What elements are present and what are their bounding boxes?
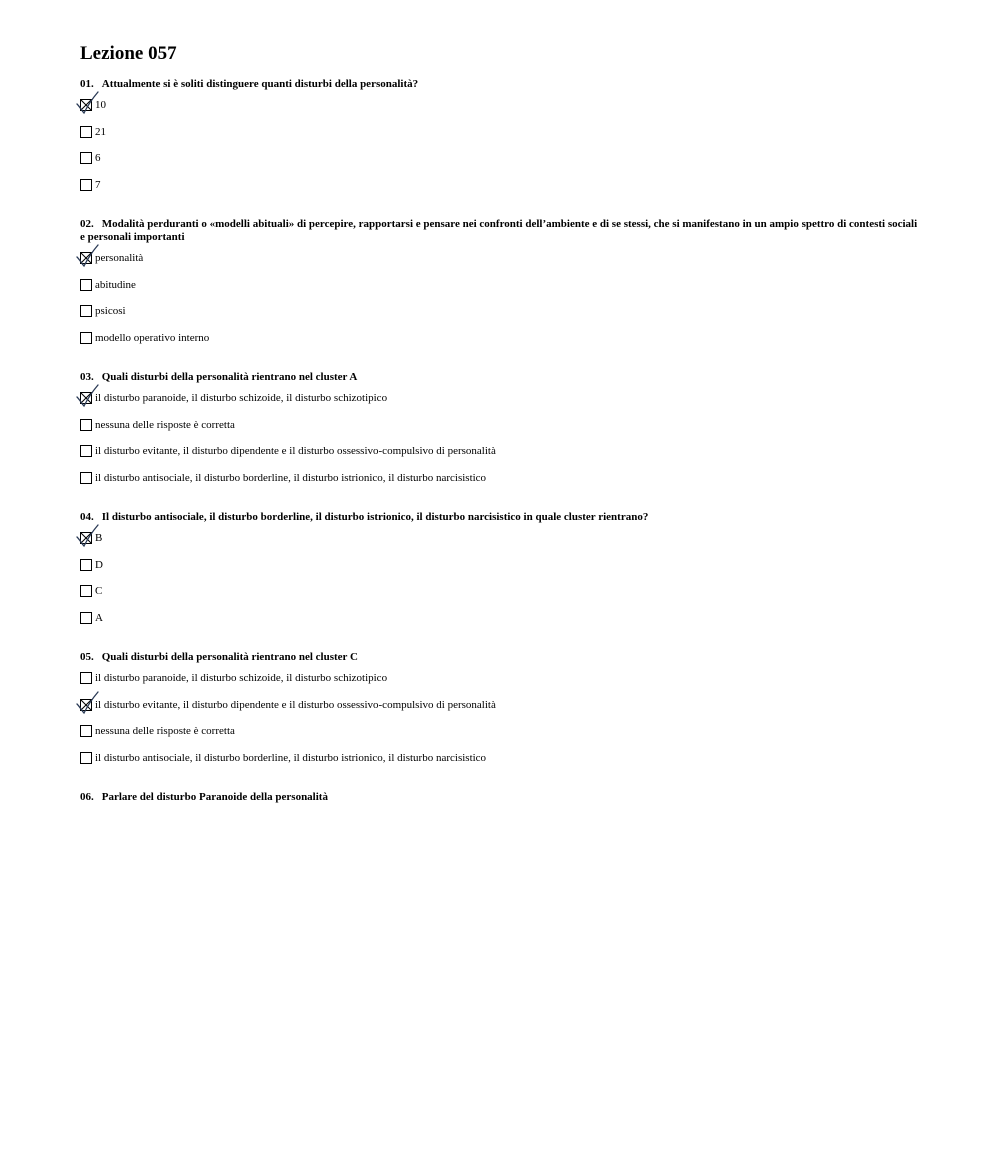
answer-option[interactable] — [80, 611, 920, 638]
answer-label: psicosi — [95, 305, 126, 317]
handwritten-check-icon — [75, 690, 101, 716]
question-text — [80, 651, 920, 664]
answer-label: A — [95, 611, 103, 624]
question-text — [80, 78, 920, 91]
answer-option[interactable] — [80, 151, 920, 178]
answer-option[interactable] — [80, 251, 920, 278]
checkbox[interactable] — [80, 672, 92, 684]
question-1 — [80, 78, 920, 204]
question-text — [80, 371, 920, 384]
handwritten-check-icon — [75, 90, 101, 116]
checked-checkbox[interactable] — [80, 699, 92, 711]
answer-label: 21 — [95, 125, 106, 138]
checkbox[interactable] — [80, 445, 92, 457]
question-prompt: Quali disturbi della personalità rientrano nel cluster C — [101, 651, 358, 663]
answer-option[interactable] — [80, 444, 920, 471]
question-number: 01. — [80, 78, 94, 90]
question-prompt: Attualmente si è soliti distinguere quanti disturbi della personalità? — [101, 78, 419, 90]
answer-option[interactable] — [80, 584, 920, 611]
answer-label: il disturbo evitante, il disturbo dipendente e il disturbo ossessivo-compulsivo di personalità — [95, 445, 496, 457]
question-text — [80, 791, 920, 804]
answer-option[interactable] — [80, 751, 920, 778]
answer-label: B — [95, 532, 103, 544]
question-number: 06. — [80, 791, 94, 803]
answer-label: nessuna delle risposte è corretta — [95, 725, 235, 737]
checkbox[interactable] — [80, 752, 92, 764]
answer-option[interactable] — [80, 698, 920, 725]
checked-checkbox[interactable] — [80, 99, 92, 111]
answer-option[interactable] — [80, 531, 920, 558]
question-list — [80, 78, 920, 804]
answer-option[interactable] — [80, 331, 920, 358]
question-prompt: Modalità perduranti o «modelli abituali» di percepire, rapportarsi e pensare nei confronti dell’ambiente e di se stessi, che si manifestano in un ampio spettro di contesti sociali e personali importanti — [80, 218, 918, 243]
checked-checkbox[interactable] — [80, 392, 92, 404]
question-text — [80, 218, 920, 244]
handwritten-check-icon — [75, 243, 101, 269]
answer-label: C — [95, 585, 103, 597]
checkbox[interactable] — [80, 559, 92, 571]
answer-option[interactable] — [80, 391, 920, 418]
answer-option[interactable] — [80, 724, 920, 751]
question-3 — [80, 371, 920, 497]
quiz-page — [80, 42, 920, 818]
answer-label: il disturbo paranoide, il disturbo schizoide, il disturbo schizotipico — [95, 392, 388, 404]
checkbox[interactable] — [80, 305, 92, 317]
answer-label: il disturbo evitante, il disturbo dipendente e il disturbo ossessivo-compulsivo di personalità — [95, 698, 496, 711]
question-5 — [80, 651, 920, 777]
question-text — [80, 511, 920, 524]
handwritten-check-icon — [75, 383, 101, 409]
checkbox[interactable] — [80, 472, 92, 484]
answer-label: il disturbo antisociale, il disturbo borderline, il disturbo istrionico, il disturbo narcisistico — [95, 751, 487, 764]
answer-option[interactable] — [80, 558, 920, 585]
question-6 — [80, 791, 920, 804]
answer-option[interactable] — [80, 418, 920, 445]
question-number: 02. — [80, 218, 94, 230]
question-2 — [80, 218, 920, 357]
answer-label: personalità — [95, 252, 144, 264]
checkbox[interactable] — [80, 725, 92, 737]
question-4 — [80, 511, 920, 637]
handwritten-check-icon — [75, 523, 101, 549]
answer-label: 7 — [95, 178, 101, 191]
checkbox[interactable] — [80, 612, 92, 624]
checked-checkbox[interactable] — [80, 532, 92, 544]
answer-label: modello operativo interno — [95, 331, 210, 344]
answer-option[interactable] — [80, 98, 920, 125]
answer-option[interactable] — [80, 125, 920, 152]
checkbox[interactable] — [80, 419, 92, 431]
answer-option[interactable] — [80, 471, 920, 498]
question-prompt: Parlare del disturbo Paranoide della personalità — [101, 791, 328, 803]
answer-option[interactable] — [80, 671, 920, 698]
checkbox[interactable] — [80, 332, 92, 344]
checkbox[interactable] — [80, 179, 92, 191]
answer-label: il disturbo paranoide, il disturbo schizoide, il disturbo schizotipico — [95, 672, 388, 684]
question-prompt: Quali disturbi della personalità rientrano nel cluster A — [101, 371, 358, 383]
question-number: 04. — [80, 511, 94, 523]
answer-option[interactable] — [80, 304, 920, 331]
checkbox[interactable] — [80, 126, 92, 138]
answer-label: 6 — [95, 152, 101, 164]
checked-checkbox[interactable] — [80, 252, 92, 264]
answer-label: D — [95, 558, 103, 571]
question-prompt: Il disturbo antisociale, il disturbo borderline, il disturbo istrionico, il disturbo narcisistico in quale cluster rientrano? — [101, 511, 649, 523]
question-number: 03. — [80, 371, 94, 383]
page-title: Lezione 057 — [80, 43, 177, 64]
checkbox[interactable] — [80, 279, 92, 291]
answer-label: 10 — [95, 99, 106, 111]
answer-label: nessuna delle risposte è corretta — [95, 418, 235, 431]
answer-label: il disturbo antisociale, il disturbo borderline, il disturbo istrionico, il disturbo narcisistico — [95, 471, 487, 484]
answer-option[interactable] — [80, 178, 920, 205]
answer-option[interactable] — [80, 278, 920, 305]
checkbox[interactable] — [80, 152, 92, 164]
checkbox[interactable] — [80, 585, 92, 597]
answer-label: abitudine — [95, 278, 136, 291]
question-number: 05. — [80, 651, 94, 663]
